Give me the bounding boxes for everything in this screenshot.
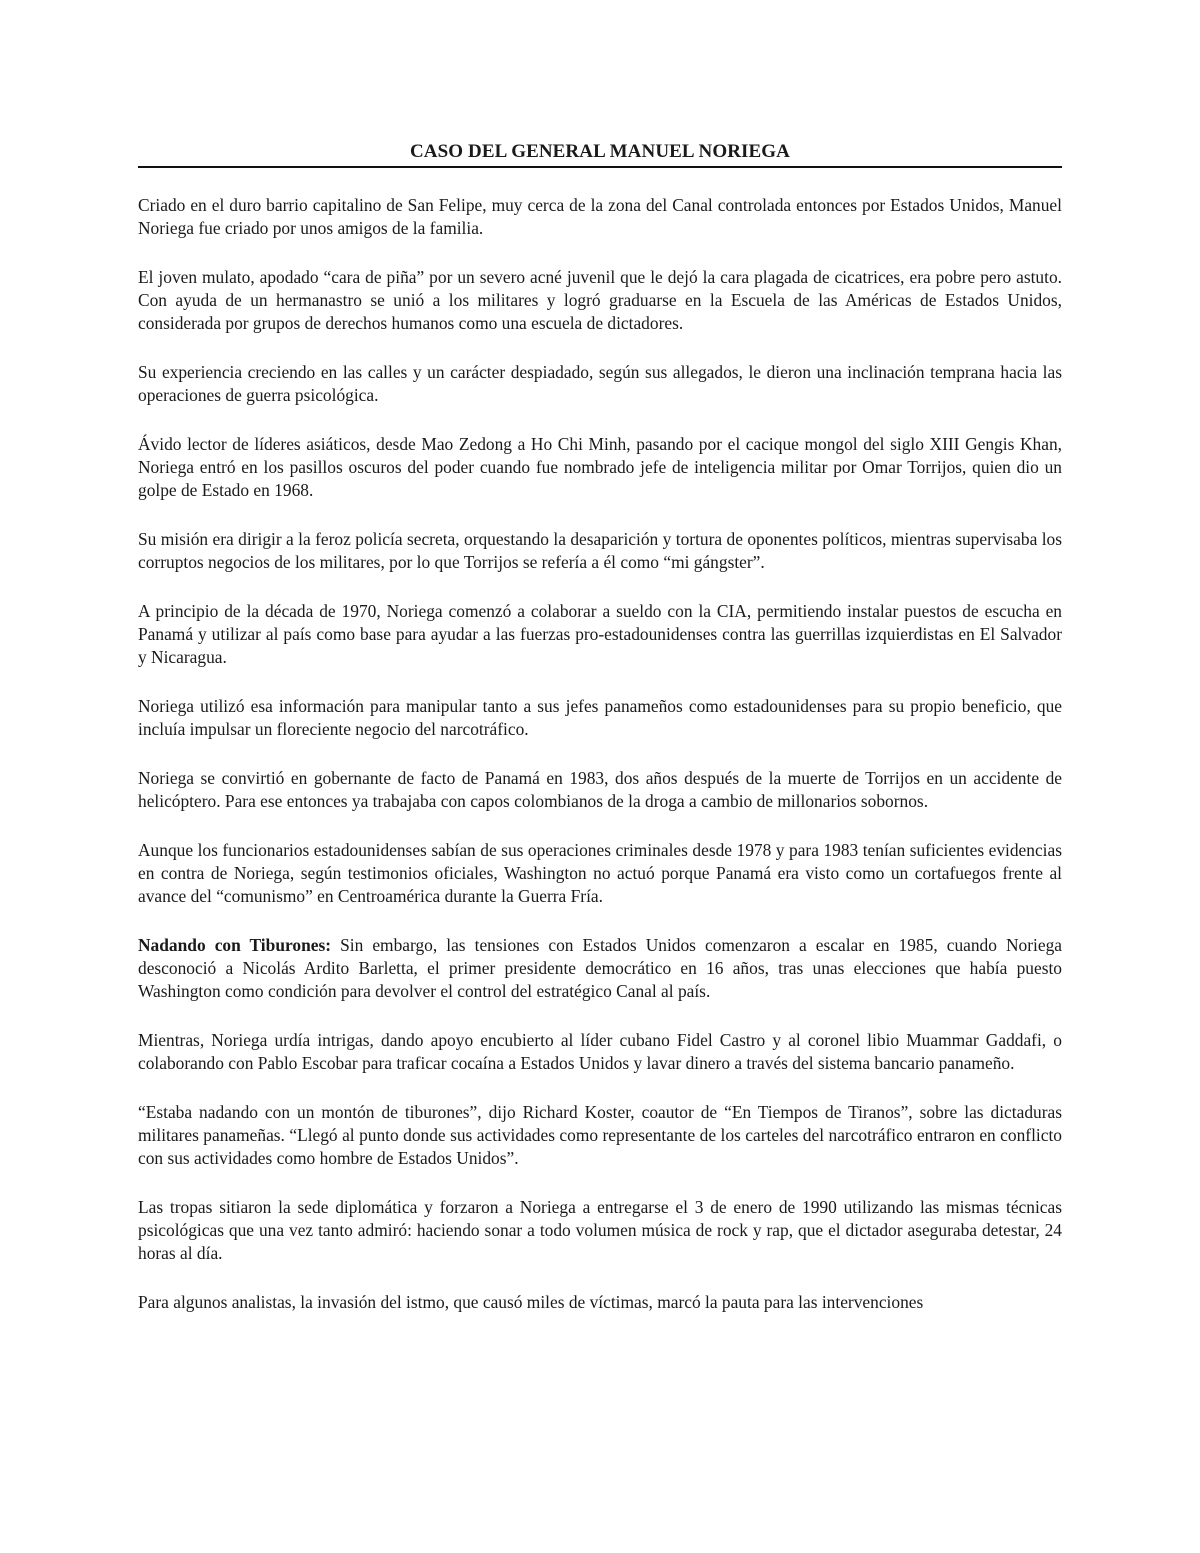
paragraph-text: Sin embargo, las tensiones con Estados Unidos comenzaron a escalar en 1985, cuando Noriega desconoció a Nicolás Ardito Barletta, el primer presidente democrático en 16 años, tras unas elecciones que había puesto Washington como condición para devolver el control del estratégico Canal al país. [138, 935, 1063, 1001]
paragraph-text: Las tropas sitiaron la sede diplomática y forzaron a Noriega a entregarse el 3 de enero de 1990 utilizando las mismas técnicas psicológicas que una vez tanto admiró: haciendo sonar a todo volumen música de rock y rap, que el dictador aseguraba detestar, 24 horas al día. [138, 1197, 1062, 1263]
paragraph-text: A principio de la década de 1970, Noriega comenzó a colaborar a sueldo con la CIA, permitiendo instalar puestos de escucha en Panamá y utilizar al país como base para ayudar a las fuerzas pro-estadounidenses contra las guerrillas izquierdistas en El Salvador y Nicaragua. [138, 601, 1062, 667]
paragraph-text: El joven mulato, apodado “cara de piña” por un severo acné juvenil que le dejó la cara plagada de cicatrices, era pobre pero astuto. Con ayuda de un hermanastro se unió a los militares y logró graduarse en la Escuela de las Américas de Estados Unidos, considerada por grupos de derechos humanos como una escuela de dictadores. [138, 267, 1062, 333]
paragraph-text: “Estaba nadando con un montón de tiburones”, dijo Richard Koster, coautor de “En Tiempos de Tiranos”, sobre las dictaduras militares panameñas. “Llegó al punto donde sus actividades como representante de los carteles del narcotráfico entraron en conflicto con sus actividades como hombre de Estados Unidos”. [138, 1102, 1062, 1168]
paragraph [138, 695, 1062, 741]
paragraph [138, 194, 1062, 240]
paragraph-text: Aunque los funcionarios estadounidenses sabían de sus operaciones criminales desde 1978 y para 1983 tenían suficientes evidencias en contra de Noriega, según testimonios oficiales, Washington no actuó porque Panamá era visto como un cortafuegos frente al avance del “comunismo” en Centroamérica durante la Guerra Fría. [138, 840, 1062, 906]
paragraph-text: Noriega se convirtió en gobernante de facto de Panamá en 1983, dos años después de la muerte de Torrijos en un accidente de helicóptero. Para ese entonces ya trabajaba con capos colombianos de la droga a cambio de millonarios sobornos. [138, 768, 1062, 811]
paragraph [138, 600, 1062, 669]
paragraph-text: Noriega utilizó esa información para manipular tanto a sus jefes panameños como estadounidenses para su propio beneficio, que incluía impulsar un floreciente negocio del narcotráfico. [138, 696, 1062, 739]
paragraph [138, 1029, 1062, 1075]
paragraph [138, 266, 1062, 335]
paragraph [138, 1291, 1062, 1314]
paragraph-text: Su experiencia creciendo en las calles y un carácter despiadado, según sus allegados, le dieron una inclinación temprana hacia las operaciones de guerra psicológica. [138, 362, 1062, 405]
paragraph-text: Ávido lector de líderes asiáticos, desde Mao Zedong a Ho Chi Minh, pasando por el cacique mongol del siglo XIII Gengis Khan, Noriega entró en los pasillos oscuros del poder cuando fue nombrado jefe de inteligencia militar por Omar Torrijos, quien dio un golpe de Estado en 1968. [138, 434, 1062, 500]
paragraph [138, 839, 1062, 908]
paragraph [138, 361, 1062, 407]
document-page [138, 140, 1062, 1314]
paragraph [138, 433, 1062, 502]
paragraph-text: Para algunos analistas, la invasión del istmo, que causó miles de víctimas, marcó la pauta para las intervenciones [138, 1292, 924, 1312]
paragraph-text: Mientras, Noriega urdía intrigas, dando apoyo encubierto al líder cubano Fidel Castro y al coronel libio Muammar Gaddafi, o colaborando con Pablo Escobar para traficar cocaína a Estados Unidos y lavar dinero a través del sistema bancario panameño. [138, 1030, 1062, 1073]
paragraph [138, 767, 1062, 813]
paragraph-text: Criado en el duro barrio capitalino de San Felipe, muy cerca de la zona del Canal controlada entonces por Estados Unidos, Manuel Noriega fue criado por unos amigos de la familia. [138, 195, 1062, 238]
paragraph-text: Su misión era dirigir a la feroz policía secreta, orquestando la desaparición y tortura de oponentes políticos, mientras supervisaba los corruptos negocios de los militares, por lo que Torrijos se refería a él como “mi gángster”. [138, 529, 1062, 572]
paragraph [138, 934, 1062, 1003]
paragraph [138, 528, 1062, 574]
document-title: CASO DEL GENERAL MANUEL NORIEGA [138, 140, 1062, 168]
section-lead-heading: Nadando con Tiburones: [138, 935, 332, 955]
paragraph [138, 1101, 1062, 1170]
paragraph [138, 1196, 1062, 1265]
